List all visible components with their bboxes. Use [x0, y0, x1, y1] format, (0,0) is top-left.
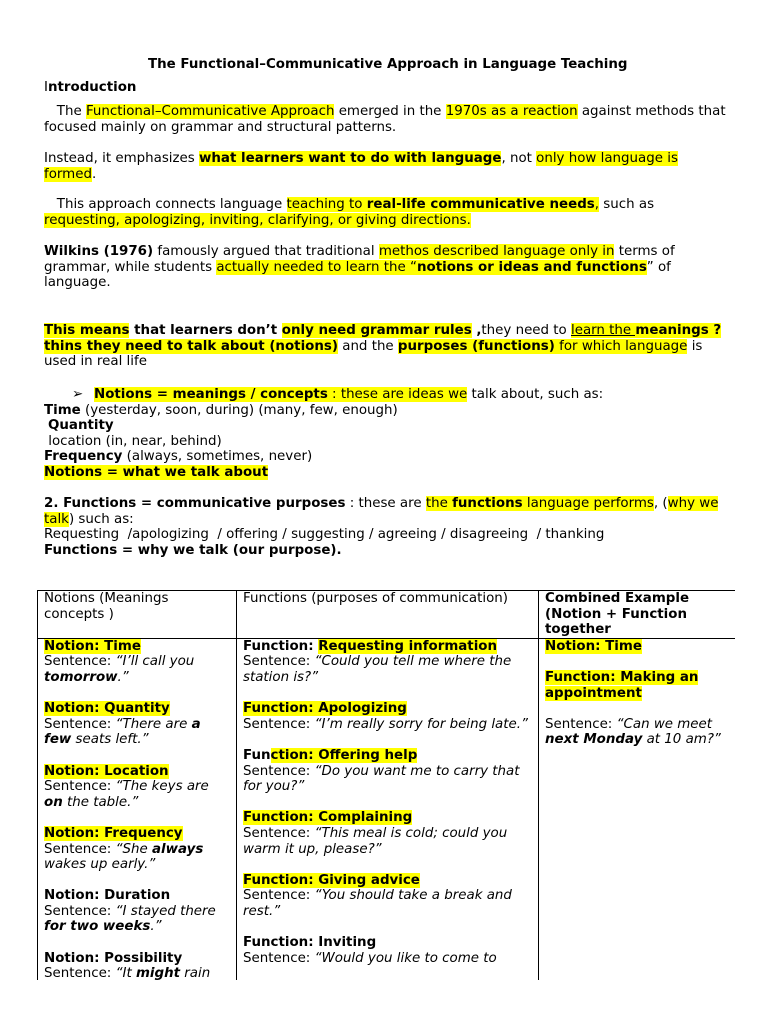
notion-sentence: Sentence: “There are a few seats left.”	[44, 716, 201, 748]
intro-paragraph-2: Instead, it emphasizes what learners want to do with language, not only how language is formed.	[44, 151, 678, 182]
notion-label: Notion: Quantity	[44, 701, 170, 717]
notion-entry	[44, 888, 230, 935]
function-entry	[243, 701, 532, 732]
intro-heading: Introduction	[44, 80, 137, 95]
combined-notion: Notion: Time	[545, 638, 642, 654]
notion-entry	[44, 826, 230, 873]
arrow-bullet-icon: ➢	[72, 387, 84, 402]
intro-paragraph-5: This means that learners don’t only need grammar rules ,they need to learn the meanings ? thins they need to talk about (notions) and the purposes (functions) for which language is used in real life	[44, 323, 722, 370]
notion-frequency-line: Frequency (always, sometimes, never)	[44, 449, 313, 465]
table-row	[38, 638, 736, 980]
notions-heading: ➢ Notions = meanings / concepts : these are ideas we talk about, such as:	[44, 387, 734, 403]
notions-column	[38, 638, 237, 980]
notion-entry	[44, 639, 230, 686]
header-functions: Functions (purposes of communication)	[237, 591, 539, 639]
comparison-table	[37, 590, 735, 980]
notion-sentence: Sentence: “She always wakes up early.”	[44, 841, 204, 873]
functions-column	[237, 638, 539, 980]
function-sentence: Sentence: “I’m really sorry for being late.”	[243, 716, 528, 732]
function-label: Function: Apologizing	[243, 701, 407, 717]
function-label-prefix: Function: Inviting	[243, 935, 377, 951]
notion-entry	[44, 951, 230, 980]
notion-sentence: Sentence: “I’ll call you tomorrow.”	[44, 654, 195, 685]
notion-label: Notion: Frequency	[44, 825, 183, 841]
function-sentence: Sentence: “This meal is cold; could you warm it up, please?”	[243, 825, 508, 857]
function-label: Function: Complaining	[243, 810, 413, 826]
function-entry	[243, 748, 532, 795]
notion-location-line: location (in, near, behind)	[44, 433, 222, 449]
comparison-table-wrapper	[37, 590, 735, 980]
function-sentence: Sentence: “You should take a break and rest.”	[243, 888, 512, 919]
function-label-prefix: Function:	[243, 638, 319, 654]
notion-entry	[44, 764, 230, 811]
intro-paragraph-3: This approach connects language teaching to real-life communicative needs, such as requesting, apologizing, inviting, clarifying, or giving directions.	[44, 197, 659, 228]
intro-paragraph-4: Wilkins (1976) famously argued that traditional methos described language only in terms of grammar, while students actually needed to learn the “notions or ideas and functions” of language.	[44, 244, 675, 291]
notions-list	[44, 639, 230, 980]
functions-summary: Functions = why we talk (our purpose).	[44, 542, 342, 558]
notion-sentence: Sentence: “The keys are on the table.”	[44, 779, 209, 810]
function-entry	[243, 639, 532, 686]
notion-quantity-line: Quantity	[48, 418, 114, 434]
functions-heading: 2. Functions = communicative purposes : these are the functions language performs, (why we talk) such as:	[44, 496, 719, 527]
notions-section	[44, 387, 734, 481]
function-entry	[243, 935, 532, 966]
combined-column	[539, 638, 736, 980]
function-label: Requesting information	[318, 638, 498, 654]
combined-sentence: Sentence: “Can we meet next Monday at 10 am?”	[545, 716, 721, 748]
notion-time-line: Time (yesterday, soon, during) (many, few, enough)	[44, 402, 398, 418]
header-notions: Notions (Meanings concepts )	[38, 591, 237, 639]
notion-sentence: Sentence: “It might rain	[44, 966, 211, 980]
notion-entry	[44, 701, 230, 748]
function-entry	[243, 873, 532, 920]
function-label: Function: Giving advice	[243, 872, 420, 888]
function-label-prefix: Fun	[243, 747, 271, 763]
function-entry	[243, 810, 532, 857]
notion-sentence: Sentence: “I stayed there for two weeks.”	[44, 903, 216, 935]
function-sentence: Sentence: “Would you like to come to	[243, 950, 497, 966]
notion-label: Notion: Possibility	[44, 950, 183, 966]
header-combined: Combined Example (Notion + Function together	[539, 591, 736, 639]
notions-summary: Notions = what we talk about	[44, 464, 269, 480]
function-sentence: Sentence: “Do you want me to carry that for you?”	[243, 763, 520, 795]
functions-list-cell	[243, 639, 532, 966]
notion-label: Notion: Location	[44, 763, 169, 779]
intro-paragraph-1: The Functional–Communicative Approach emerged in the 1970s as a reaction against methods that focused mainly on grammar and structural patterns.	[44, 104, 730, 135]
table-header-row	[38, 591, 736, 639]
functions-list: Requesting /apologizing / offering / suggesting / agreeing / disagreeing / thanking	[44, 527, 605, 543]
combined-function: Function: Making an appointment	[545, 669, 699, 701]
functions-section	[44, 496, 734, 558]
document-title: The Functional–Communicative Approach in Language Teaching	[148, 57, 628, 72]
notion-label: Notion: Duration	[44, 888, 171, 904]
function-label: ction: Offering help	[270, 747, 418, 763]
function-sentence: Sentence: “Could you tell me where the station is?”	[243, 654, 512, 685]
notion-label: Notion: Time	[44, 638, 141, 654]
